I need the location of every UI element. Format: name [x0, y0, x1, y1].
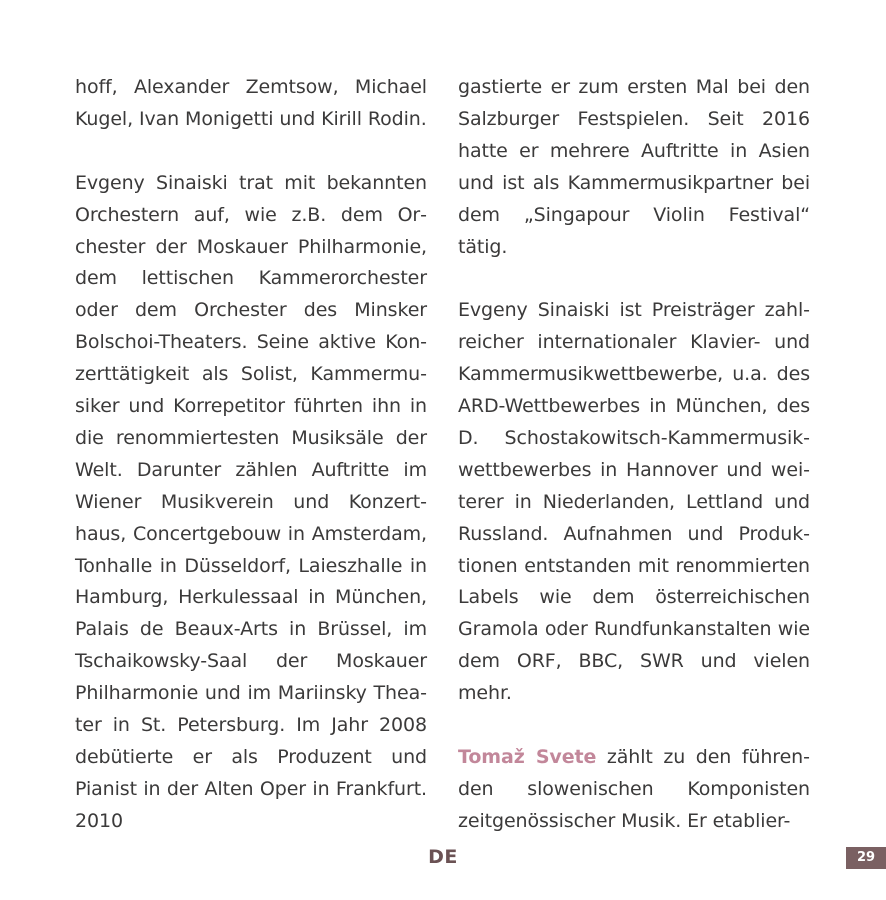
paragraph — [458, 742, 810, 838]
language-label: DE — [428, 846, 458, 868]
paragraph: Evgeny Sinaiski trat mit bekannten Orchestern auf, wie z.B. dem Orchester der Moskauer Philharmonie, dem lettischen Kammerorchester oder dem Orchester des Minsker Bolschoi-Theaters. Seine aktive Konzerttätigkeit als Solist, Kammermusiker und Korrepetitor führten ihn in die renommiertesten Musiksäle der Welt. Darunter zählen Auftritte im Wiener Musikverein und Konzerthaus, Concertgebouw in Amsterdam, Tonhalle in Düsseldorf, Laieszhalle in Hamburg, Herkulessaal in München, Palais de Beaux-Arts in Brüssel, im Tschaikowsky-Saal der Moskauer Philharmonie und im Mariinsky Theater in St. Petersburg. Im Jahr 2008 debütierte er als Produzent und Pianist in der Alten Oper in Frankfurt. 2010 — [75, 171, 427, 832]
paragraph-text: zählt zu den führenden slowenischen Komponisten zeitgenössischer Musik. Er etablier- — [458, 746, 810, 832]
right-text-column — [458, 72, 810, 870]
left-text-column — [75, 72, 427, 870]
paragraph: Evgeny Sinaiski ist Preisträger zahlreicher internationaler Klavier- und Kammermusikwettbewerbe, u.a. des ARD-Wettbewerbes in München, des D. Schostakowitsch-Kammermusikwettbewerbes in Hannover und weiterer in Niederlanden, Lettland und Russland. Aufnahmen und Produktionen entstanden mit renommierten Labels wie dem österreichischen Gramola oder Rundfunkanstalten wie dem ORF, BBC, SWR und vielen mehr. — [458, 299, 810, 705]
paragraph: hoff, Alexander Zemtsow, Michael Kugel, Ivan Monigetti und Kirill Rodin. — [75, 76, 427, 130]
paragraph: gastierte er zum ersten Mal bei den Salzburger Festspielen. Seit 2016 hatte er mehrere Auftritte in Asien und ist als Kammermusikpartner bei dem „Singapour Violin Festival“ tätig. — [458, 76, 810, 258]
page-number-badge: 29 — [846, 847, 886, 869]
composer-name-highlight: Tomaž Svete — [458, 746, 597, 768]
